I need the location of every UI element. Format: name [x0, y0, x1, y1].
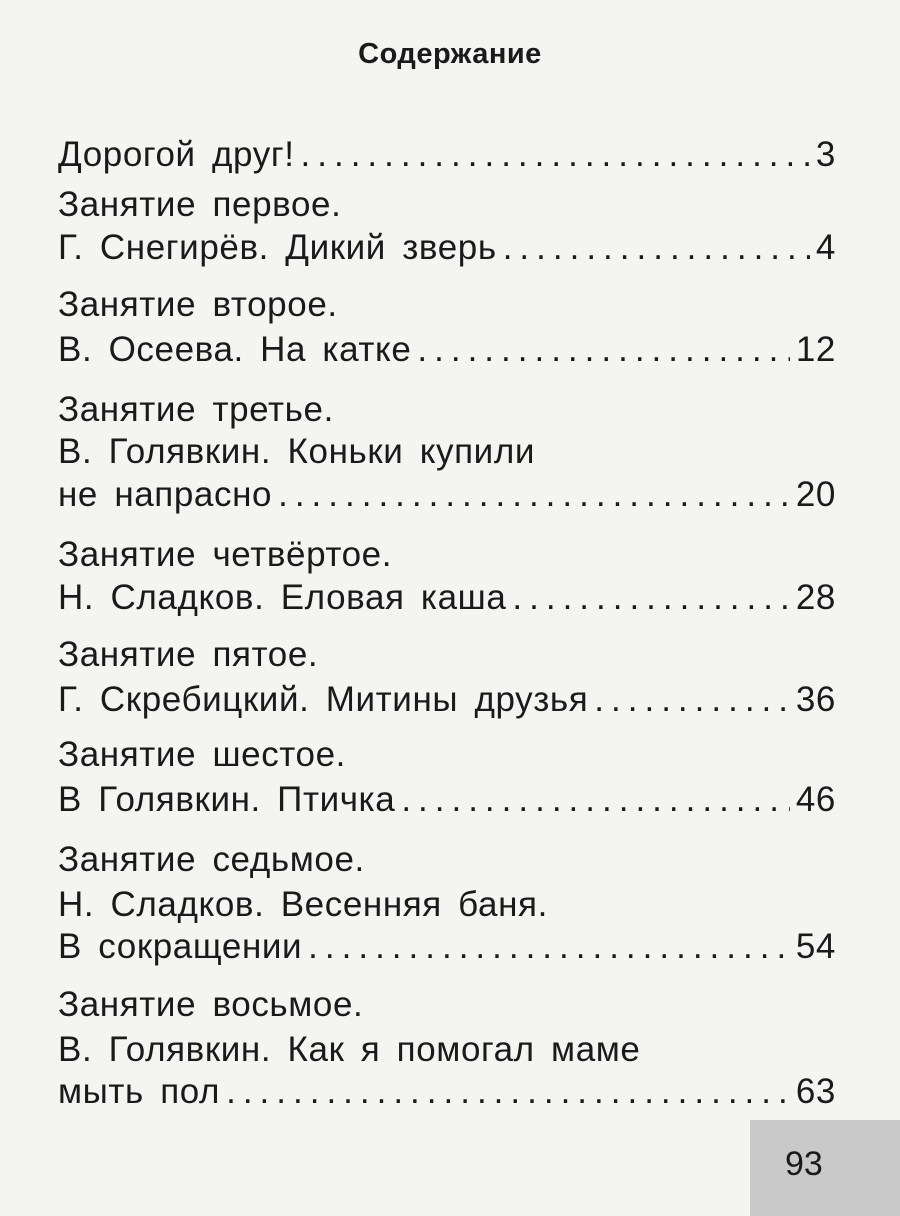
toc-entry [58, 226, 836, 270]
page-number: 93 [785, 1145, 823, 1183]
toc-entry [58, 183, 836, 227]
toc-entry-text: Г. Снегирёв. Дикий зверь [58, 228, 497, 267]
toc-entry [58, 328, 836, 372]
toc-entry-text: Н. Сладков. Еловая каша [58, 578, 507, 617]
toc-entry-text: В. Осеева. На катке [58, 330, 412, 369]
toc-entry-text: Занятие третье. [58, 390, 334, 429]
toc-entry [58, 838, 836, 882]
leader-dots [278, 473, 790, 517]
toc-entry-text: Занятие четвёртое. [58, 535, 393, 574]
toc-entry [58, 430, 836, 474]
page-title: Содержание [358, 38, 542, 70]
toc-entry [58, 473, 836, 517]
toc-entry [58, 1028, 836, 1072]
toc-entry [58, 533, 836, 577]
toc-entry [58, 883, 836, 927]
toc-entry-text: Занятие второе. [58, 285, 338, 324]
toc-page-number: 63 [795, 1072, 836, 1111]
toc-entry [58, 733, 836, 777]
toc-entry [58, 983, 836, 1027]
toc-entry-text: Занятие первое. [58, 185, 342, 224]
toc-page-number: 4 [815, 228, 836, 267]
toc-entry-text: В Голявкин. Птичка [58, 780, 396, 819]
toc-entry [58, 678, 836, 722]
toc-entry-text: Занятие шестое. [58, 735, 346, 774]
toc-entry-text: В. Голявкин. Коньки купили [58, 432, 535, 471]
toc-page-number: 12 [795, 330, 836, 369]
toc-entry [58, 778, 836, 822]
toc-page-number: 20 [795, 475, 836, 514]
leader-dots [417, 328, 789, 372]
toc-entry [58, 388, 836, 432]
toc-entry-text: не напрасно [58, 475, 273, 514]
leader-dots [401, 778, 790, 822]
toc-entry [58, 925, 836, 969]
leader-dots [308, 925, 790, 969]
toc-page-number: 28 [795, 578, 836, 617]
toc-entry-text: Г. Скребицкий. Митины друзья [58, 680, 589, 719]
toc-entry [58, 133, 836, 177]
leader-dots [594, 678, 790, 722]
leader-dots [301, 133, 810, 177]
toc-page-number: 3 [815, 135, 836, 174]
toc-entry-text: Дорогой друг! [58, 135, 295, 174]
leader-dots [503, 226, 810, 270]
toc-entry-text: В. Голявкин. Как я помогал маме [58, 1030, 641, 1069]
toc-entry [58, 1070, 836, 1114]
page-number-box [750, 1120, 900, 1216]
leader-dots [512, 576, 789, 620]
toc-entry-text: Занятие пятое. [58, 635, 319, 674]
toc-entry-text: Занятие седьмое. [58, 840, 365, 879]
toc-entry [58, 576, 836, 620]
toc-entry [58, 283, 836, 327]
toc-entry-text: Занятие восьмое. [58, 985, 364, 1024]
toc-entry [58, 633, 836, 677]
leader-dots [226, 1070, 790, 1114]
toc-entry-text: В сокращении [58, 927, 303, 966]
toc-page-number: 36 [795, 680, 836, 719]
toc-entry-text: Н. Сладков. Весенняя баня. [58, 885, 548, 924]
toc-page-number: 46 [795, 780, 836, 819]
toc-entry-text: мыть пол [58, 1072, 221, 1111]
toc-page-number: 54 [795, 927, 836, 966]
